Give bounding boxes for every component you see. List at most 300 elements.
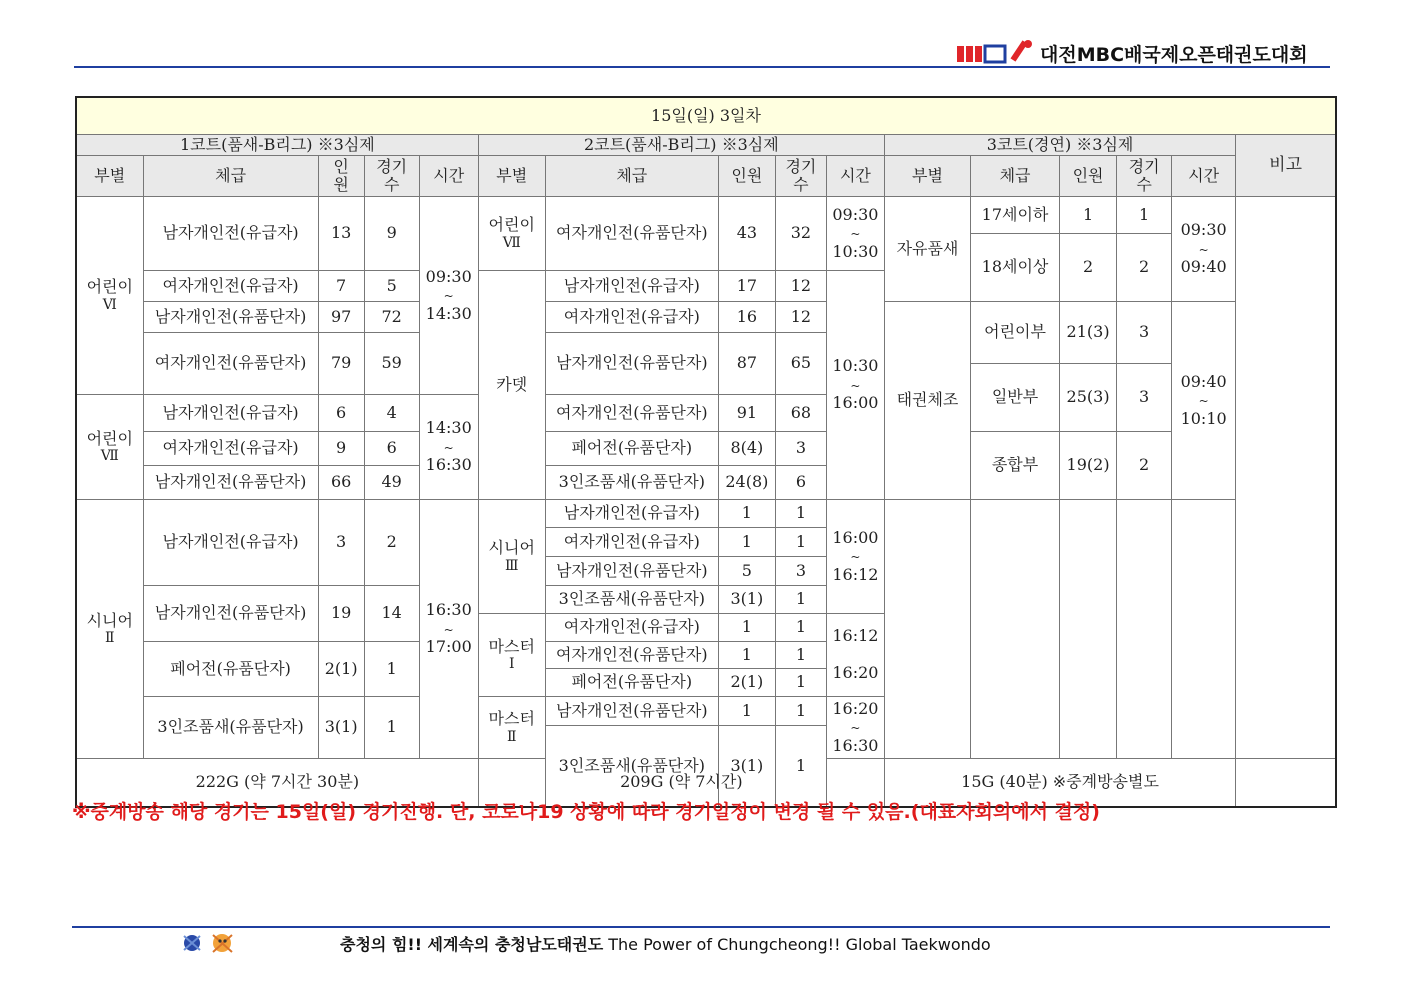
court-2-time — [826, 271, 884, 500]
cell-text: 59 — [381, 353, 402, 373]
court-1-category — [143, 395, 318, 432]
cell-text: 일반부 — [991, 387, 1039, 407]
cell-text: 1 — [386, 717, 397, 737]
day-title: 15일(일) 3일차 — [76, 97, 1336, 135]
cell-text: 16 — [736, 306, 758, 326]
court-2-time — [826, 197, 884, 271]
cell-text: 1 — [741, 617, 752, 637]
table-row — [76, 302, 1336, 333]
division-header-text: 부별 — [912, 165, 943, 185]
time-separator: ~ — [850, 227, 861, 242]
court-1-category — [143, 466, 318, 500]
court-2-category — [545, 333, 718, 395]
time-end: 16:20 — [832, 663, 879, 683]
time-start: 16:00 — [832, 527, 879, 547]
cell-text: 남자개인전(유급자) — [162, 402, 299, 422]
division-roman: Ⅱ — [105, 630, 115, 647]
court-1-time — [419, 395, 478, 500]
court-3-people — [1060, 234, 1117, 302]
time-header-text: 시간 — [839, 165, 871, 185]
time-separator: ~ — [850, 550, 861, 565]
court-3-people — [1060, 432, 1117, 500]
court-3-games — [1117, 432, 1172, 500]
court-2-games — [775, 586, 826, 614]
cell-text: 3인조품새(유품단자) — [558, 472, 705, 492]
court-1-people — [318, 586, 364, 642]
court-2-games-header — [775, 156, 826, 197]
category-header-text: 체급 — [616, 165, 648, 185]
court-1-people — [318, 466, 364, 500]
time-end: 16:12 — [832, 564, 879, 584]
cell-text: 3 — [795, 438, 806, 458]
court-3-games — [1117, 197, 1172, 234]
cell-text: 자유품새 — [896, 238, 959, 258]
cell-text: 2 — [386, 532, 397, 552]
court-2-games — [775, 395, 826, 432]
remarks-total — [1236, 759, 1336, 808]
category-header-text: 체급 — [215, 165, 247, 185]
court-2-category — [545, 642, 718, 669]
games-header-line2: 수 — [383, 175, 400, 194]
court-2-category — [545, 271, 718, 302]
cell-text: 9 — [336, 438, 347, 458]
event-title: 대전MBC배국제오픈태권도대회 — [1040, 44, 1308, 66]
cell-text: 페어전(유품단자) — [571, 438, 693, 458]
court-3-games — [1117, 302, 1172, 364]
cell-text: 6 — [336, 402, 347, 422]
division-label: 마스터 — [488, 636, 535, 656]
court-1-header: 1코트(품새-B리그) ※3심제 — [76, 135, 478, 156]
cell-text: 19 — [330, 603, 352, 623]
court-1-people — [318, 697, 364, 759]
division-roman: Ⅱ — [506, 728, 517, 745]
cell-text: 남자개인전(유품단자) — [154, 306, 307, 326]
court-2-people — [718, 669, 775, 697]
cell-text: 여자개인전(유품단자) — [556, 402, 708, 422]
cell-text: 여자개인전(유품단자) — [556, 223, 708, 243]
court-3-category — [971, 432, 1060, 500]
time-separator: ~ — [850, 378, 861, 393]
court-2-games — [775, 271, 826, 302]
court-1-games — [364, 395, 419, 432]
court-2-people — [718, 500, 775, 528]
division-roman: Ⅶ — [100, 448, 119, 465]
cell-text: 15G (40분) ※중계방송별도 — [961, 772, 1159, 792]
cell-text: 32 — [790, 223, 812, 243]
court-1-category — [143, 586, 318, 642]
court-3-division — [884, 197, 970, 302]
cell-text: 여자개인전(유급자) — [563, 306, 700, 326]
cell-text: 49 — [381, 472, 402, 492]
division-label: 카뎃 — [496, 374, 528, 394]
cell-text: 14 — [381, 603, 402, 623]
cell-text: 2 — [1082, 257, 1094, 277]
court-3-time — [1172, 197, 1236, 302]
cell-text: 여자개인전(유급자) — [563, 531, 700, 551]
court-1-games — [364, 333, 419, 395]
division-header-text: 부별 — [496, 165, 528, 185]
court-1-people — [318, 432, 364, 466]
cell-text: 1 — [795, 531, 806, 551]
division-label: 시니어 — [86, 610, 133, 630]
division-roman: Ⅵ — [102, 296, 117, 313]
court-1-people — [318, 395, 364, 432]
court-2-people — [718, 466, 775, 500]
court-2-category — [545, 557, 718, 586]
court-2-category — [545, 197, 718, 271]
header-divider — [74, 66, 1330, 68]
cell-text: 5 — [386, 275, 397, 295]
court-1-division — [76, 395, 143, 500]
division-roman: Ⅶ — [502, 234, 521, 251]
time-end: 10:10 — [1180, 408, 1227, 428]
court-2-category — [545, 466, 718, 500]
cell-text: 1 — [741, 700, 752, 720]
court-3-empty-cell — [971, 500, 1060, 759]
division-label: 어린이 — [86, 277, 133, 297]
cell-text: 여자개인전(유급자) — [162, 438, 299, 458]
court-2-games — [775, 528, 826, 557]
division-roman: Ⅲ — [504, 557, 519, 574]
cell-text: 여자개인전(유급자) — [162, 275, 299, 295]
cell-text: 1 — [741, 503, 752, 523]
cell-text: 24(8) — [725, 472, 769, 492]
cell-text: 91 — [736, 402, 758, 422]
cell-text: 2 — [1139, 455, 1150, 475]
court-3-games — [1117, 364, 1172, 432]
remarks-header: 비고 — [1236, 135, 1336, 197]
cell-text: 남자개인전(유급자) — [162, 223, 299, 243]
time-end: 17:00 — [425, 637, 472, 657]
court-1-division — [76, 500, 143, 759]
court-3-people — [1060, 364, 1117, 432]
cell-text: 3인조품새(유품단자) — [558, 589, 705, 609]
cell-text: 8(4) — [730, 438, 764, 458]
court-2-people — [718, 197, 775, 271]
cell-text: 12 — [790, 306, 812, 326]
court-1-category — [143, 197, 318, 271]
time-separator: ~ — [1198, 242, 1209, 257]
court-1-games — [364, 302, 419, 333]
court-1-games — [364, 642, 419, 697]
court-2-games — [775, 432, 826, 466]
time-header-text: 시간 — [433, 165, 465, 185]
cell-text: 9 — [386, 223, 397, 243]
court-1-division — [76, 197, 143, 395]
court-3-category — [971, 302, 1060, 364]
cell-text: 18세이상 — [981, 257, 1049, 277]
time-start: 09:40 — [1180, 371, 1227, 391]
court-2-games — [775, 466, 826, 500]
cell-text: 1 — [741, 644, 752, 664]
table-row — [76, 197, 1336, 234]
cell-text: 페어전(유품단자) — [170, 658, 291, 678]
cell-text: 남자개인전(유품단자) — [556, 700, 708, 720]
court-1-people-header — [318, 156, 364, 197]
court-2-people — [718, 395, 775, 432]
court-1-people — [318, 197, 364, 271]
time-separator: ~ — [1198, 394, 1209, 409]
cell-text: 6 — [386, 438, 397, 458]
division-header-text: 부별 — [94, 165, 126, 185]
court-2-time — [826, 697, 884, 759]
time-end: 14:30 — [425, 303, 472, 323]
court-2-time — [826, 614, 884, 697]
cell-text: 2(1) — [730, 672, 764, 692]
games-header-line2: 수 — [1136, 175, 1152, 194]
cell-text: 1 — [386, 658, 397, 678]
court-1-games — [364, 197, 419, 271]
games-header-line1: 경기 — [785, 156, 817, 176]
cell-text: 19(2) — [1066, 455, 1110, 475]
cell-text: 79 — [330, 353, 352, 373]
time-start: 16:12 — [832, 626, 879, 646]
cell-text: 3(1) — [730, 589, 764, 609]
people-header-line1: 인 — [333, 156, 349, 176]
time-header-text: 시간 — [1188, 165, 1220, 185]
court-2-games — [775, 302, 826, 333]
court-2-games — [775, 614, 826, 642]
time-end: 09:40 — [1180, 257, 1227, 277]
court-2-people — [718, 528, 775, 557]
court-1-division-header — [76, 156, 143, 197]
time-start: 09:30 — [1180, 220, 1227, 240]
court-1-category — [143, 432, 318, 466]
court-3-header: 3코트(경연) ※3심제 — [884, 135, 1235, 156]
cell-text: 12 — [790, 275, 812, 295]
court-2-people — [718, 697, 775, 726]
games-header-line1: 경기 — [1128, 156, 1160, 176]
court-2-division — [478, 197, 545, 271]
court-1-category — [143, 333, 318, 395]
court-3-division-header — [884, 156, 970, 197]
division-label: 어린이 — [86, 428, 133, 448]
court-2-people — [718, 432, 775, 466]
category-header-text: 체급 — [999, 165, 1031, 185]
schedule-table — [75, 96, 1337, 808]
time-start: 14:30 — [425, 418, 472, 438]
court-2-division — [478, 271, 545, 500]
cell-text: 6 — [795, 472, 806, 492]
time-start: 10:30 — [832, 356, 879, 376]
court-2-people — [718, 333, 775, 395]
footer-slogan — [340, 932, 991, 955]
cell-text: 66 — [330, 472, 352, 492]
cell-text: 페어전(유품단자) — [571, 672, 693, 692]
time-start: 09:30 — [832, 204, 879, 224]
court-2-category — [545, 586, 718, 614]
footer-divider — [72, 926, 1330, 928]
court-2-division — [478, 697, 545, 759]
court-3-time — [1172, 302, 1236, 500]
remarks-cell — [1236, 197, 1336, 759]
time-start: 09:30 — [425, 266, 472, 286]
mbc-logo — [955, 38, 1035, 66]
court-1-people — [318, 500, 364, 586]
cell-text: 1 — [795, 503, 806, 523]
court-2-category-header — [545, 156, 718, 197]
cell-text: 25(3) — [1066, 387, 1110, 407]
time-separator: ~ — [443, 289, 454, 304]
court-1-games — [364, 697, 419, 759]
cell-text: 1 — [795, 700, 806, 720]
division-label: 마스터 — [488, 709, 535, 729]
cell-text: 여자개인전(유품단자) — [154, 353, 307, 373]
court-2-people — [718, 586, 775, 614]
court-3-division — [884, 302, 970, 500]
division-label: 어린이 — [488, 215, 535, 235]
court-2-people — [718, 557, 775, 586]
court-3-empty-cell — [1060, 500, 1117, 759]
court-3-category-header — [971, 156, 1060, 197]
cell-text: 43 — [736, 223, 758, 243]
time-end: 16:30 — [425, 455, 472, 475]
court-1-category — [143, 302, 318, 333]
court-2-category — [545, 614, 718, 642]
court-3-category — [971, 234, 1060, 302]
court-1-time — [419, 500, 478, 759]
people-header-text: 인원 — [731, 165, 763, 185]
court-2-games — [775, 642, 826, 669]
court-2-category — [545, 302, 718, 333]
court-1-people — [318, 302, 364, 333]
cell-text: 3(1) — [730, 755, 764, 775]
cell-text: 태권체조 — [896, 390, 959, 410]
court-1-time-header — [419, 156, 478, 197]
court-1-time — [419, 197, 478, 395]
court-2-games — [775, 697, 826, 726]
court-1-category-header — [143, 156, 318, 197]
court-2-category — [545, 669, 718, 697]
court-3-category — [971, 364, 1060, 432]
cell-text: 3인조품새(유품단자) — [157, 717, 304, 737]
court-1-games — [364, 466, 419, 500]
cell-text: 3 — [795, 560, 806, 580]
mascot-icon — [180, 930, 242, 956]
court-3-people-header — [1060, 156, 1117, 197]
court-3-empty-cell — [884, 500, 970, 759]
cell-text: 남자개인전(유급자) — [563, 503, 700, 523]
cell-text: 68 — [790, 402, 812, 422]
court-1-category — [143, 500, 318, 586]
games-header-line2: 수 — [793, 175, 809, 194]
court-2-category — [545, 528, 718, 557]
cell-text: 17세이하 — [981, 204, 1049, 224]
court-2-games — [775, 333, 826, 395]
cell-text: 남자개인전(유품단자) — [556, 560, 708, 580]
court-3-people — [1060, 302, 1117, 364]
people-header-line2: 원 — [333, 175, 349, 194]
court-1-people — [318, 642, 364, 697]
court-1-category — [143, 642, 318, 697]
cell-text: 1 — [795, 644, 806, 664]
cell-text: 1 — [795, 755, 806, 775]
cell-text: 어린이부 — [984, 322, 1046, 342]
court-1-category — [143, 697, 318, 759]
cell-text: 1 — [1139, 204, 1150, 224]
court-2-category — [545, 395, 718, 432]
court-2-division — [478, 614, 545, 697]
court-2-people — [718, 642, 775, 669]
footer-slogan-korean: 충청의 힘!! 세계속의 충청남도태권도 — [340, 935, 604, 954]
court-3-empty-cell — [1117, 500, 1172, 759]
time-separator: ~ — [850, 721, 861, 736]
cell-text: 종합부 — [991, 455, 1039, 475]
court-2-division — [478, 500, 545, 614]
cell-text: 1 — [795, 589, 806, 609]
court-2-category — [545, 500, 718, 528]
court-2-games — [775, 669, 826, 697]
court-3-people — [1060, 197, 1117, 234]
table-row — [76, 500, 1336, 528]
court-2-people — [718, 302, 775, 333]
cell-text: 1 — [795, 672, 806, 692]
court-1-games — [364, 271, 419, 302]
cell-text: 여자개인전(유품단자) — [556, 644, 708, 664]
court-1-people — [318, 333, 364, 395]
cell-text: 97 — [330, 306, 352, 326]
court-3-time-header — [1172, 156, 1236, 197]
cell-text: 남자개인전(유품단자) — [154, 603, 307, 623]
cell-text: 209G (약 7시간) — [620, 772, 743, 792]
court-3-games — [1117, 234, 1172, 302]
time-separator: ~ — [443, 622, 454, 637]
people-header-text: 인원 — [1072, 165, 1104, 185]
division-label: 시니어 — [488, 538, 535, 558]
court-1-category — [143, 271, 318, 302]
cell-text: 3 — [336, 532, 347, 552]
cell-text: 5 — [741, 560, 752, 580]
time-start: 16:20 — [832, 698, 879, 718]
cell-text: 남자개인전(유품단자) — [556, 353, 708, 373]
cell-text: 1 — [1082, 204, 1094, 224]
cell-text: 17 — [736, 275, 758, 295]
court-2-time-header — [826, 156, 884, 197]
cell-text: 1 — [795, 617, 806, 637]
court-2-category — [545, 432, 718, 466]
cell-text: 남자개인전(유품단자) — [154, 472, 307, 492]
cell-text: 3 — [1139, 322, 1150, 342]
cell-text: 3 — [1139, 387, 1150, 407]
court-2-header: 2코트(품새-B리그) ※3심제 — [478, 135, 884, 156]
court-1-games — [364, 586, 419, 642]
cell-text: 3인조품새(유품단자) — [558, 755, 705, 775]
court-3-empty-cell — [1172, 500, 1236, 759]
court-2-people — [718, 271, 775, 302]
court-1-games — [364, 500, 419, 586]
cell-text: 87 — [736, 353, 758, 373]
time-separator: ~ — [443, 440, 454, 455]
cell-text: 2 — [1139, 257, 1150, 277]
court-1-games — [364, 432, 419, 466]
cell-text: 4 — [386, 402, 397, 422]
time-end: 16:30 — [832, 735, 879, 755]
cell-text: 72 — [381, 306, 402, 326]
court-3-games-header — [1117, 156, 1172, 197]
court-2-time — [826, 500, 884, 614]
cell-text: 7 — [336, 275, 347, 295]
cell-text: 13 — [330, 223, 352, 243]
games-header-line1: 경기 — [376, 156, 408, 176]
cell-text: 2(1) — [324, 658, 358, 678]
cell-text: 남자개인전(유급자) — [563, 275, 700, 295]
cell-text: 21(3) — [1066, 322, 1110, 342]
court-2-division-header — [478, 156, 545, 197]
court-1-games-header — [364, 156, 419, 197]
court-2-games — [775, 197, 826, 271]
court-2-people-header — [718, 156, 775, 197]
division-roman: Ⅰ — [508, 656, 515, 673]
